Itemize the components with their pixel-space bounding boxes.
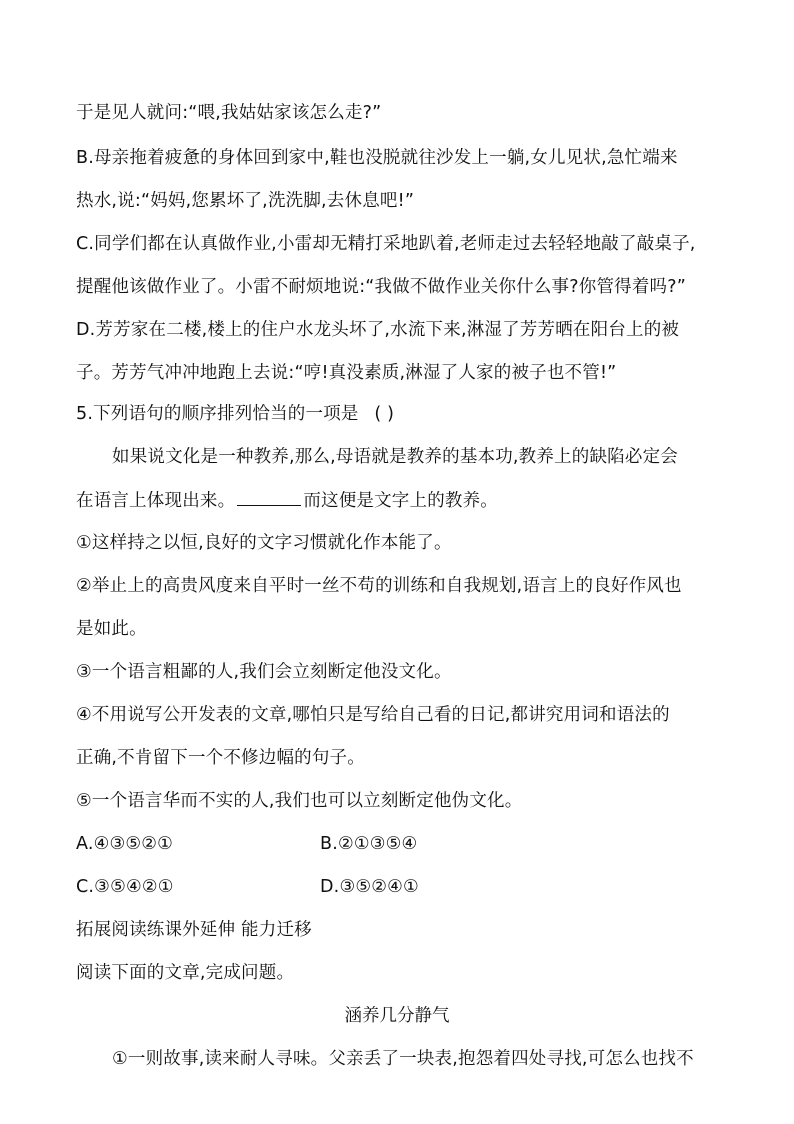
option-a-continuation: 于是见人就问:“喂,我姑姑家该怎么走?” bbox=[76, 103, 382, 123]
reading-instruction: 阅读下面的文章,完成问题。 bbox=[76, 963, 295, 983]
section-heading: 拓展阅读练课外延伸 能力迁移 bbox=[76, 920, 312, 940]
option-b-line2: 热水,说:“妈妈,您累坏了,洗洗脚,去休息吧!” bbox=[76, 191, 415, 211]
option-c: C.③⑤④②① bbox=[76, 877, 174, 897]
option-c-line1: C.同学们都在认真做作业,小雷却无精打采地趴着,老师走过去轻轻地敲了敲桌子, bbox=[76, 234, 696, 254]
passage-line2-before: 在语言上体现出来。 bbox=[76, 491, 236, 511]
option-d: D.③⑤②④① bbox=[320, 877, 419, 897]
sentence-5: ⑤一个语言华而不实的人,我们也可以立刻断定他伪文化。 bbox=[76, 791, 523, 811]
question-5-stem bbox=[76, 402, 394, 426]
passage-line2 bbox=[76, 488, 498, 513]
options-row-ab bbox=[76, 832, 576, 856]
article-title: 涵养几分静气 bbox=[344, 1006, 450, 1026]
sentence-4-line2: 正确,不肯留下一个不修边幅的句子。 bbox=[76, 748, 365, 768]
sentence-2-line1: ②举止上的高贵风度来自平时一丝不苟的训练和自我规划,语言上的良好作风也 bbox=[76, 576, 682, 596]
option-c-line2: 提醒他该做作业了。小雷不耐烦地说:“我做不做作业关你什么事?你管得着吗?” bbox=[76, 277, 687, 297]
question-5-stem-text: 5.下列语句的顺序排列恰当的一项是 bbox=[76, 404, 359, 424]
answer-paren: ( ) bbox=[374, 404, 395, 424]
option-d-line2: 子。芳芳气冲冲地跑上去说:“哼!真没素质,淋湿了人家的被子也不管!” bbox=[76, 363, 617, 383]
passage-line1: 如果说文化是一种教养,那么,母语就是教养的基本功,教养上的缺陷必定会 bbox=[112, 447, 678, 467]
option-b-line1: B.母亲拖着疲惫的身体回到家中,鞋也没脱就往沙发上一躺,女儿见状,急忙端来 bbox=[76, 148, 678, 168]
article-paragraph-1: ①一则故事,读来耐人寻味。父亲丢了一块表,抱怨着四处寻找,可怎么也找不 bbox=[112, 1049, 694, 1069]
sentence-4-line1: ④不用说写公开发表的文章,哪怕只是写给自己看的日记,都讲究用词和语法的 bbox=[76, 705, 670, 725]
sentence-3: ③一个语言粗鄙的人,我们会立刻断定他没文化。 bbox=[76, 662, 452, 682]
option-a: A.④③⑤②① bbox=[76, 834, 174, 854]
option-b: B.②①③⑤④ bbox=[320, 834, 418, 854]
sentence-1: ①这样持之以恒,良好的文字习惯就化作本能了。 bbox=[76, 533, 452, 553]
option-d-line1: D.芳芳家在二楼,楼上的住户水龙头坏了,水流下来,淋湿了芳芳晒在阳台上的被 bbox=[76, 320, 680, 340]
fill-blank bbox=[237, 488, 301, 506]
options-row-cd bbox=[76, 875, 576, 899]
passage-line2-after: 而这便是文字上的教养。 bbox=[303, 491, 499, 511]
sentence-2-line2: 是如此。 bbox=[76, 619, 147, 639]
